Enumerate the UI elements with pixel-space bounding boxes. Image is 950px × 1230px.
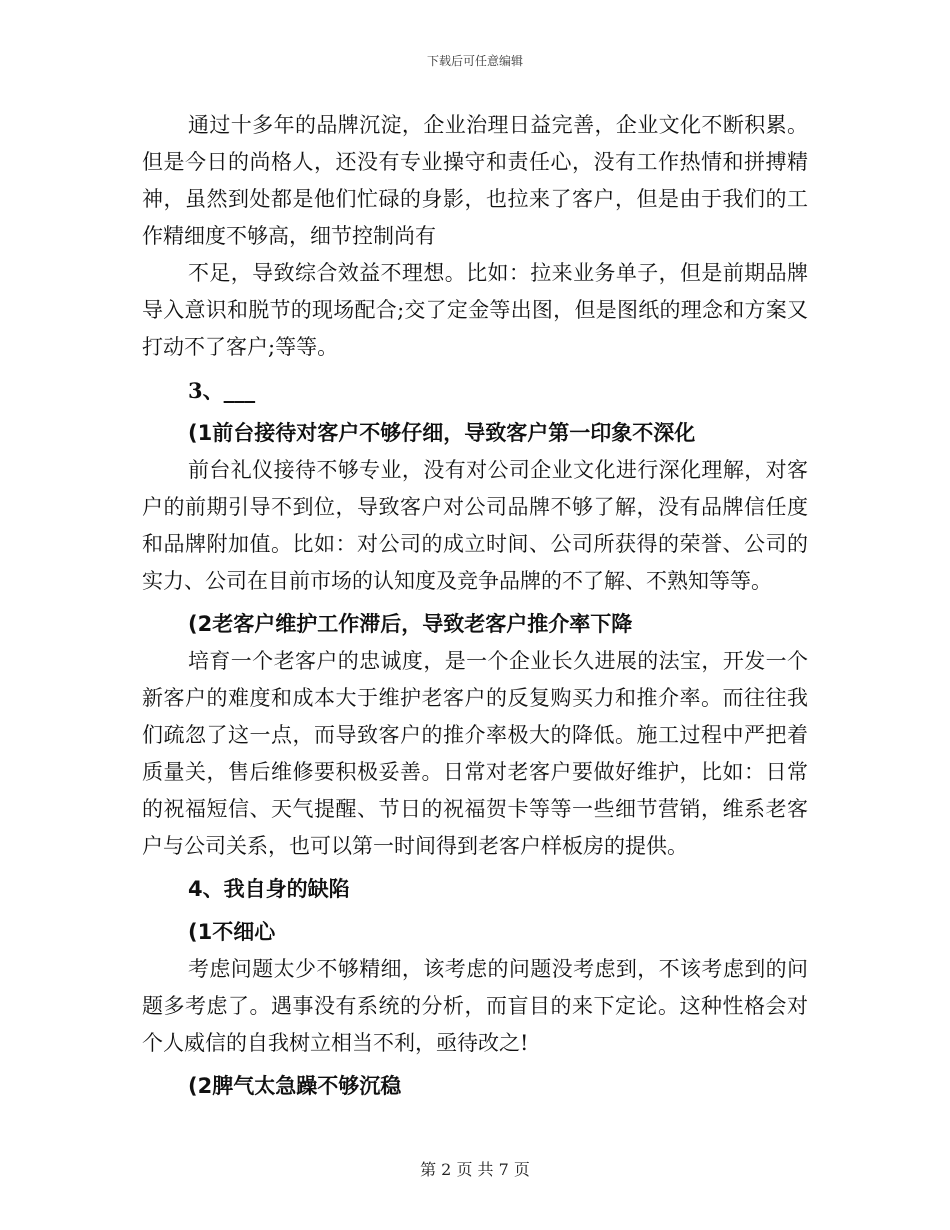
paragraph-reception: 前台礼仪接待不够专业，没有对公司企业文化进行深化理解，对客户的前期引导不到位，导致客户对公司品牌不够了解，没有品牌信任度和品牌附加值。比如：对公司的成立时间、公司所获得的荣誉、公司的实力、公司在目前市场的认知度及竞争品牌的不了解、不熟知等等。	[142, 458, 808, 593]
paragraph-brand: 通过十多年的品牌沉淀，企业治理日益完善，企业文化不断积累。但是今日的尚格人，还没有专业操守和责任心，没有工作热情和拼搏精神，虽然到处都是他们忙碌的身影，也拉来了客户，但是由于我们的工作精细度不够高，细节控制尚有	[142, 113, 808, 248]
paragraph-shortfall: 不足，导致综合效益不理想。比如：拉来业务单子，但是前期品牌导入意识和脱节的现场配合;交了定金等出图，但是图纸的理念和方案又打动不了客户;等等。	[142, 261, 808, 359]
paragraph-careless: 考虑问题太少不够精细，该考虑的问题没考虑到，不该考虑到的问题多考虑了。遇事没有系统的分析，而盲目的来下定论。这种性格会对个人威信的自我树立相当不利，亟待改之!	[142, 957, 808, 1055]
subheading-3-2: (2老客户维护工作滞后，导致老客户推介率下降	[188, 612, 633, 636]
subheading-4-1: (1不细心	[188, 920, 276, 944]
document-body	[142, 107, 808, 1105]
section-heading-3: 3、___	[188, 378, 256, 403]
header-note: 下载后可任意编辑	[426, 54, 523, 68]
paragraph-old-clients: 培育一个老客户的忠诚度，是一个企业长久进展的法宝，开发一个新客户的难度和成本大于维护老客户的反复购买力和推介率。而往往我们疏忽了这一点，而导致客户的推介率极大的降低。施工过程中严把着质量关，售后维修要积极妥善。日常对老客户要做好维护，比如：日常的祝福短信、天气提醒、节日的祝福贺卡等等一些细节营销，维系老客户与公司关系，也可以第一时间得到老客户样板房的提供。	[142, 649, 808, 858]
subheading-4-2: (2脾气太急躁不够沉稳	[188, 1074, 402, 1098]
page-number: 第 2 页 共 7 页	[420, 1160, 530, 1179]
section-heading-4: 4、我自身的缺陷	[188, 877, 350, 901]
subheading-3-1: (1前台接待对客户不够仔细，导致客户第一印象不深化	[188, 421, 696, 445]
